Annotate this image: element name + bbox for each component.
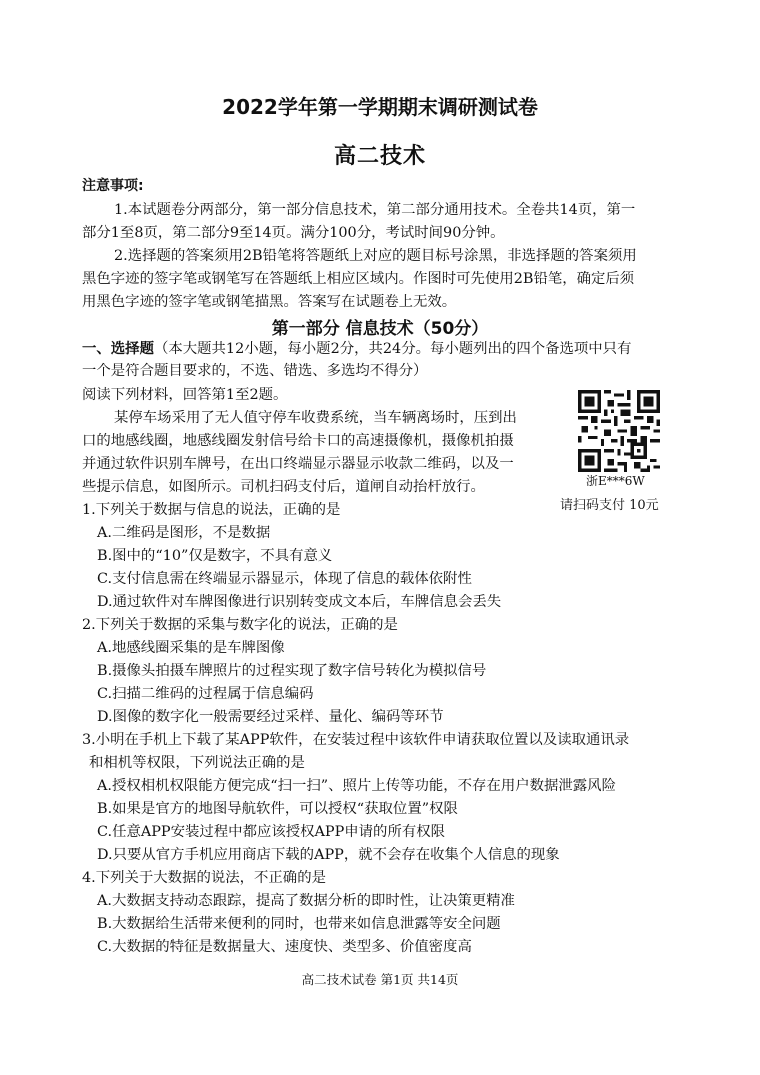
notice-line: 黑色字迹的签字笔或钢笔写在答题纸上相应区域内。作图时可先使用2B铅笔，确定后须: [82, 271, 635, 287]
page-footer: 高二技术试卷 第1页 共14页: [301, 972, 459, 987]
question-stem: 3.小明在手机上下载了某APP软件，在安装过程中该软件申请获取位置以及读取通讯录: [82, 732, 630, 748]
question-option: A.大数据支持动态跟踪，提高了数据分析的即时性，让决策更精准: [97, 893, 515, 909]
part-description-2: 一个是符合题目要求的，不选、错选、多选均不得分）: [82, 363, 428, 379]
notice-line: 1.本试题卷分两部分，第一部分信息技术，第二部分通用技术。全卷共14页，第一: [114, 202, 636, 218]
question-option: B.大数据给生活带来便利的同时，也带来如信息泄露等安全问题: [97, 916, 501, 932]
question-option: B.摄像头拍摄车牌照片的过程实现了数字信号转化为模拟信号: [97, 663, 487, 679]
reading-line: 某停车场采用了无人值守停车收费系统，当车辆离场时，压到出: [114, 410, 517, 426]
section-title: 第一部分 信息技术（50分）: [271, 319, 489, 339]
reading-line: 些提示信息，如图所示。司机扫码支付后，道闸自动抬杆放行。: [82, 479, 485, 495]
question-option: C.任意APP安装过程中都应该授权APP申请的所有权限: [97, 824, 446, 840]
question-stem-continued: 和相机等权限，下列说法正确的是: [89, 755, 305, 771]
question-option: D.图像的数字化一般需要经过采样、量化、编码等环节: [97, 709, 444, 725]
question-stem: 2.下列关于数据的采集与数字化的说法，正确的是: [82, 617, 398, 633]
notice-heading: 注意事项:: [82, 178, 144, 194]
question-option: D.通过软件对车牌图像进行识别转变成文本后，车牌信息会丢失: [97, 594, 502, 610]
notice-line: 2.选择题的答案须用2B铅笔将答题纸上对应的题目标号涂黑，非选择题的答案须用: [114, 248, 637, 264]
exam-title: 2022学年第一学期期末调研测试卷: [222, 95, 538, 119]
question-option: C.支付信息需在终端显示器显示，体现了信息的载体依附性: [97, 571, 472, 587]
question-option: B.如果是官方的地图导航软件，可以授权“获取位置”权限: [97, 801, 458, 817]
part-label: 一、选择题: [82, 341, 154, 357]
question-stem: 4.下列关于大数据的说法，不正确的是: [82, 870, 326, 886]
question-option: B.图中的“10”仅是数字，不具有意义: [97, 548, 333, 564]
question-option: A.地感线圈采集的是车牌图像: [97, 640, 285, 656]
reading-intro: 阅读下列材料，回答第1至2题。: [82, 387, 288, 403]
question-option: A.授权相机权限能方便完成“扫一扫”、照片上传等功能，不存在用户数据泄露风险: [97, 778, 616, 794]
question-option: C.扫描二维码的过程属于信息编码: [97, 686, 314, 702]
reading-line: 并通过软件识别车牌号，在出口终端显示器显示收款二维码，以及一: [82, 456, 514, 472]
reading-line: 口的地感线圈，地感线圈发射信号给卡口的高速摄像机，摄像机拍摄: [82, 433, 514, 449]
notice-line: 部分1至8页，第二部分9至14页。满分100分，考试时间90分钟。: [82, 225, 505, 241]
qr-pay-caption: 请扫码支付 10元: [560, 498, 659, 513]
question-stem: 1.下列关于数据与信息的说法，正确的是: [82, 502, 341, 518]
question-option: C.大数据的特征是数据量大、速度快、类型多、价值密度高: [97, 939, 472, 955]
qr-plate-caption: 浙E***6W: [586, 474, 645, 488]
part-description-line: [82, 339, 631, 359]
notice-line: 用黑色字迹的签字笔或钢笔描黑。答案写在试题卷上无效。: [82, 294, 457, 310]
question-option: D.只要从官方手机应用商店下载的APP，就不会存在收集个人信息的现象: [97, 847, 560, 863]
question-option: A.二维码是图形，不是数据: [97, 525, 271, 541]
exam-subject: 高二技术: [333, 144, 426, 169]
qr-code-image: [578, 390, 660, 472]
part-description: （本大题共12小题，每小题2分，共24分。每小题列出的四个备选项中只有: [153, 341, 632, 357]
